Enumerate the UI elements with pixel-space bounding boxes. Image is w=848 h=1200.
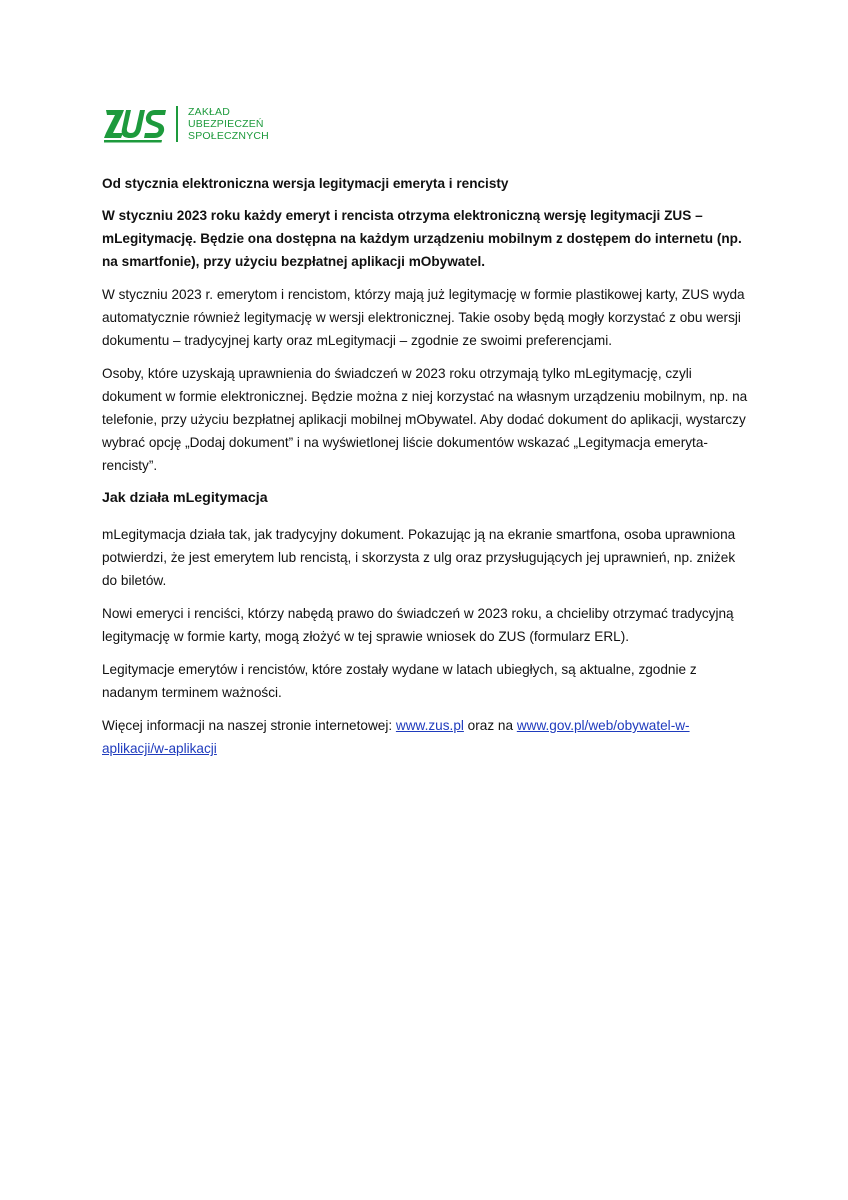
paragraph: Legitymacje emerytów i rencistów, które zostały wydane w latach ubiegłych, są aktualne, zgodnie z nadanym terminem ważności.	[102, 662, 697, 700]
paragraph: Nowi emeryci i renciści, którzy nabędą prawo do świadczeń w 2023 roku, a chcieliby otrzymać tradycyjną legitymację w formie karty, mogą złożyć w tej sprawie wniosek do ZUS (formularz ERL).	[102, 606, 734, 644]
article-lead: W styczniu 2023 roku każdy emeryt i rencista otrzyma elektroniczną wersję legitymacji ZUS – mLegitymację. Będzie ona dostępna na każdym urządzeniu mobilnym z dostępem do internetu (np. na smartfonie), przy użyciu bezpłatnej aplikacji mObywatel.	[102, 208, 742, 269]
logo-divider	[176, 106, 178, 142]
logo-line-1: ZAKŁAD	[188, 106, 231, 118]
paragraph: mLegitymacja działa tak, jak tradycyjny dokument. Pokazując ją na ekranie smartfona, osoba uprawniona potwierdzi, że jest emerytem lub rencistą, i skorzysta z ulg oraz przysługujących jej uprawnień, np. zniżek do biletów.	[102, 527, 736, 588]
article-body	[102, 172, 752, 770]
article-title: Od stycznia elektroniczna wersja legitymacji emeryta i rencisty	[102, 176, 509, 191]
logo-letter-2	[122, 110, 145, 138]
section-heading: Jak działa mLegitymacja	[102, 490, 268, 506]
zus-logo	[104, 104, 269, 144]
more-info-paragraph	[102, 714, 752, 760]
logo-underline	[104, 140, 162, 143]
more-info-prefix: Więcej informacji na naszej stronie internetowej:	[102, 718, 396, 733]
paragraph: Osoby, które uzyskają uprawnienia do świadczeń w 2023 roku otrzymają tylko mLegitymację, czyli dokument w formie elektronicznej. Będzie można z niej korzystać na własnym urządzeniu mobilnym, np. na telefonie, przy użyciu bezpłatnej aplikacji mobilnej mObywatel. Aby dodać dokument do aplikacji, wystarczy wybrać opcję „Dodaj dokument” i na wyświetlonej liście dokumentów wskazać „Legitymacja emeryta-rencisty”.	[102, 366, 748, 473]
logo-letter-1	[104, 110, 124, 138]
gov-website-link[interactable]: www.gov.pl/web/obywatel-w-aplikacji/w-aplikacji	[102, 718, 690, 756]
logo-wordmark	[188, 106, 269, 142]
logo-letter-3	[144, 110, 166, 138]
zus-website-link[interactable]: www.zus.pl	[395, 718, 464, 733]
zus-logo-mark	[104, 104, 168, 144]
logo-line-2: UBEZPIECZEŃ	[188, 118, 264, 130]
logo-line-3: SPOŁECZNYCH	[188, 130, 269, 142]
more-info-middle: oraz na	[463, 718, 517, 733]
paragraph: W styczniu 2023 r. emerytom i rencistom, którzy mają już legitymację w formie plastikowej karty, ZUS wyda automatycznie również legitymację w wersji elektronicznej. Takie osoby będą mogły korzystać z obu wersji dokumentu – tradycyjnej karty oraz mLegitymacji – zgodnie ze swoimi preferencjami.	[102, 287, 745, 348]
